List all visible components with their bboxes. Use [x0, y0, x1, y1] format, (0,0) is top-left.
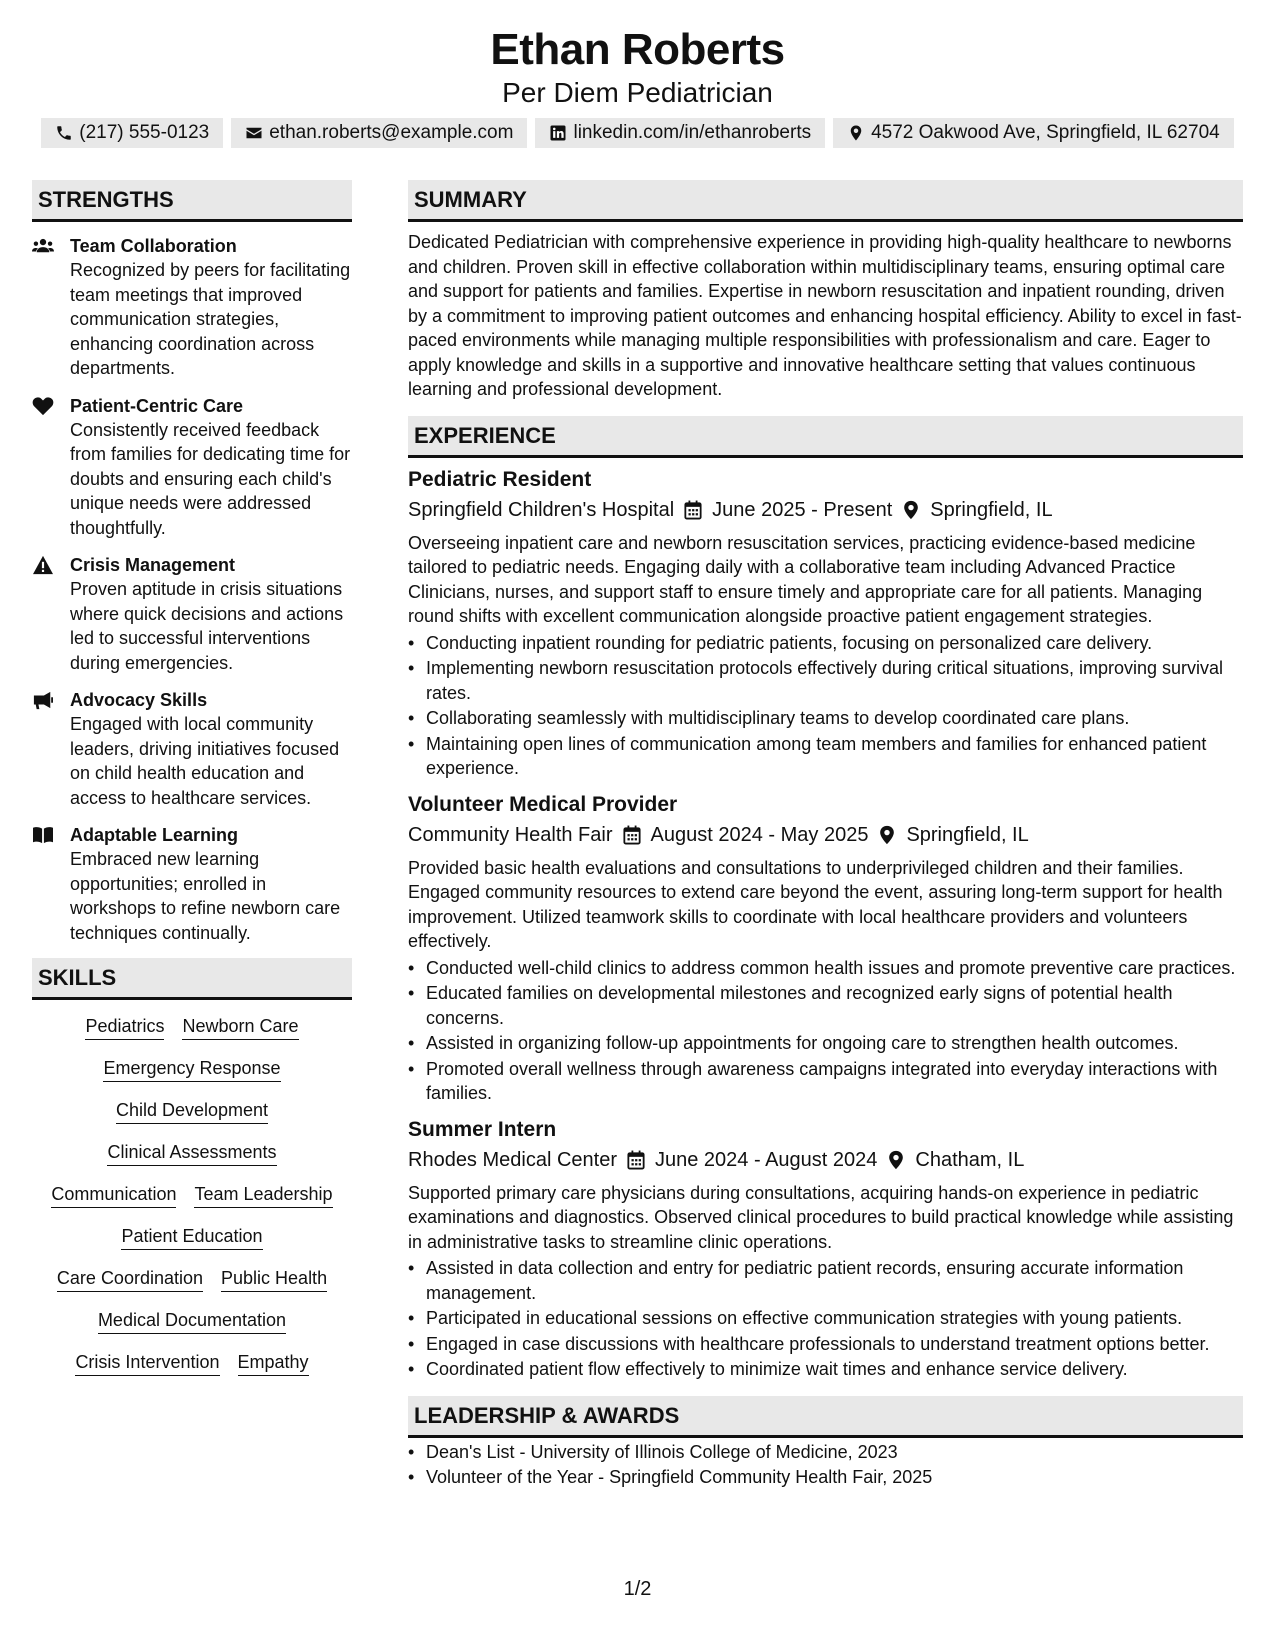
strength-item — [32, 688, 352, 810]
job-location: Springfield, IL — [906, 823, 1029, 846]
strengths-heading: STRENGTHS — [32, 180, 352, 222]
email-text: ethan.roberts@example.com — [269, 122, 514, 143]
skills-list — [32, 1014, 352, 1376]
job-bullet: • Implementing newborn resuscitation protocols effectively during critical situations, improving survival rates. — [408, 656, 1243, 705]
resume-header — [0, 0, 1275, 148]
skill-tag: Communication — [51, 1182, 176, 1208]
skill-tag: Crisis Intervention — [75, 1350, 219, 1376]
awards-list — [408, 1440, 1243, 1490]
job-bullet: • Assisted in organizing follow-up appointments for ongoing care to strengthen health outcomes. — [408, 1031, 1243, 1056]
heart-icon — [32, 394, 60, 541]
strength-title: Adaptable Learning — [70, 825, 239, 845]
page-number: 1/2 — [623, 1578, 652, 1600]
job-title: Volunteer Medical Provider — [408, 792, 678, 816]
job-bullet: • Conducted well-child clinics to address common health issues and promote preventive care practices. — [408, 956, 1243, 981]
skill-row — [36, 1266, 348, 1292]
job-bullets — [408, 956, 1243, 1106]
map-pin-icon — [887, 1150, 905, 1170]
experience-heading: EXPERIENCE — [408, 416, 1243, 458]
contact-linkedin[interactable] — [535, 118, 825, 148]
award-item: • Dean's List - University of Illinois College of Medicine, 2023 — [408, 1440, 1243, 1465]
job-meta — [408, 1145, 1243, 1175]
skill-tag: Public Health — [221, 1266, 327, 1292]
right-column — [408, 180, 1243, 1491]
skill-row — [36, 1224, 348, 1250]
job-bullet: • Engaged in case discussions with healthcare professionals to understand treatment options better. — [408, 1332, 1243, 1357]
book-icon — [32, 823, 60, 945]
map-pin-icon — [902, 500, 920, 520]
job-location: Springfield, IL — [930, 498, 1053, 521]
skill-tag: Patient Education — [121, 1224, 262, 1250]
candidate-title: Per Diem Pediatrician — [502, 77, 773, 108]
map-pin-icon — [878, 825, 896, 845]
job-bullet: • Maintaining open lines of communication among team members and families for enhanced patient experience. — [408, 732, 1243, 781]
skill-tag: Pediatrics — [85, 1014, 164, 1040]
skill-row — [36, 1140, 348, 1166]
strength-item — [32, 234, 352, 381]
job-entry — [408, 791, 1243, 1106]
strengths-list — [32, 234, 352, 945]
skill-row — [36, 1182, 348, 1208]
skill-row — [36, 1014, 348, 1040]
contact-bar — [0, 118, 1275, 148]
skill-tag: Newborn Care — [182, 1014, 298, 1040]
skill-row — [36, 1350, 348, 1376]
linkedin-text: linkedin.com/in/ethanroberts — [573, 122, 812, 143]
job-bullets — [408, 1256, 1243, 1382]
job-bullet: • Assisted in data collection and entry for pediatric patient records, ensuring accurate information management. — [408, 1256, 1243, 1305]
linkedin-icon — [549, 124, 567, 142]
strength-item — [32, 394, 352, 541]
job-bullet: • Collaborating seamlessly with multidisciplinary teams to develop coordinated care plans. — [408, 706, 1243, 731]
skill-tag: Emergency Response — [103, 1056, 280, 1082]
contact-address — [833, 118, 1234, 148]
job-title: Pediatric Resident — [408, 467, 592, 491]
skill-tag: Care Coordination — [57, 1266, 203, 1292]
resume-body — [32, 180, 1243, 1491]
skill-row — [36, 1308, 348, 1334]
job-title: Summer Intern — [408, 1117, 557, 1141]
job-entry — [408, 1116, 1243, 1382]
job-meta — [408, 820, 1243, 850]
job-entry — [408, 466, 1243, 781]
skills-heading: SKILLS — [32, 958, 352, 1000]
skill-row — [36, 1098, 348, 1124]
job-bullet: • Conducting inpatient rounding for pediatric patients, focusing on personalized care delivery. — [408, 631, 1243, 656]
job-bullets — [408, 631, 1243, 781]
job-description: Supported primary care physicians during consultations, acquiring hands-on experience in pediatric examinations and diagnostics. Observed clinical procedures to build practical knowledge while assisting in administrative tasks to streamline clinic operations. — [408, 1182, 1234, 1252]
job-bullet: • Coordinated patient flow effectively to minimize wait times and enhance service delivery. — [408, 1357, 1243, 1382]
job-location: Chatham, IL — [915, 1148, 1025, 1171]
megaphone-icon — [32, 688, 60, 810]
skill-tag: Child Development — [116, 1098, 268, 1124]
job-bullet: • Participated in educational sessions on effective communication strategies with young patients. — [408, 1306, 1243, 1331]
calendar-icon — [623, 825, 641, 845]
map-pin-icon — [847, 124, 865, 142]
summary-heading: SUMMARY — [408, 180, 1243, 222]
job-description: Overseeing inpatient care and newborn resuscitation services, practicing evidence-based medicine tailored to pediatric needs. Engaging daily with a collaborative team including Advanced Practice Clinicians, nurses, and support staff to ensure timely and appropriate care for all patients. Managing round shifts with excellent communication alongside proactive patient engagement strategies. — [408, 532, 1203, 626]
job-bullet: • Promoted overall wellness through awareness campaigns integrated into everyday interactions with families. — [408, 1057, 1243, 1106]
award-item: • Volunteer of the Year - Springfield Community Health Fair, 2025 — [408, 1465, 1243, 1490]
summary-text: Dedicated Pediatrician with comprehensive experience in providing high-quality healthcare to newborns and children. Proven skill in effective collaboration within multidisciplinary teams, ensuring optimal care and support for patients and families. Expertise in newborn resuscitation and inpatient rounding, driven by a commitment to improving patient outcomes and enhancing hospital efficiency. Ability to excel in fast-paced environments while managing multiple responsibilities with professionalism and care. Eager to apply knowledge and skills in a supportive and innovative healthcare setting that values continuous learning and professional development. — [408, 232, 1242, 399]
phone-icon — [55, 124, 73, 142]
strength-item — [32, 553, 352, 675]
strength-desc: Embraced new learning opportunities; enrolled in workshops to refine newborn care techniques continually. — [70, 849, 341, 943]
envelope-icon — [245, 124, 263, 142]
strength-title: Team Collaboration — [70, 236, 237, 256]
skill-tag: Empathy — [238, 1350, 309, 1376]
calendar-icon — [627, 1150, 645, 1170]
users-icon — [32, 234, 60, 381]
address-text: 4572 Oakwood Ave, Springfield, IL 62704 — [871, 122, 1220, 143]
strength-desc: Engaged with local community leaders, driving initiatives focused on child health education and access to healthcare services. — [70, 714, 340, 808]
job-org: Rhodes Medical Center — [408, 1148, 617, 1171]
job-dates: August 2024 - May 2025 — [650, 823, 869, 846]
strength-desc: Proven aptitude in crisis situations where quick decisions and actions led to successful interventions during emergencies. — [70, 579, 344, 673]
skill-tag: Medical Documentation — [98, 1308, 286, 1334]
job-org: Community Health Fair — [408, 823, 613, 846]
calendar-icon — [684, 500, 702, 520]
job-dates: June 2024 - August 2024 — [655, 1148, 878, 1171]
contact-phone[interactable] — [41, 118, 223, 148]
skill-tag: Team Leadership — [194, 1182, 332, 1208]
strength-desc: Recognized by peers for facilitating team meetings that improved communication strategies, enhancing coordination across departments. — [70, 260, 351, 378]
phone-text: (217) 555-0123 — [79, 122, 210, 143]
job-org: Springfield Children's Hospital — [408, 498, 675, 521]
candidate-name: Ethan Roberts — [490, 25, 785, 74]
skill-tag: Clinical Assessments — [107, 1140, 276, 1166]
skill-row — [36, 1056, 348, 1082]
strength-title: Crisis Management — [70, 555, 236, 575]
warning-icon — [32, 553, 60, 675]
strength-title: Patient-Centric Care — [70, 395, 244, 416]
contact-email[interactable] — [231, 118, 527, 148]
strength-item — [32, 823, 352, 945]
strength-title: Advocacy Skills — [70, 690, 208, 710]
strength-desc: Consistently received feedback from families for dedicating time for doubts and ensuring each child's unique needs were addressed thoughtfully. — [70, 419, 351, 538]
job-dates: June 2025 - Present — [712, 498, 893, 521]
job-bullet: • Educated families on developmental milestones and recognized early signs of potential health concerns. — [408, 981, 1243, 1030]
experience-list — [408, 466, 1243, 1382]
left-column — [32, 180, 352, 1491]
job-description: Provided basic health evaluations and consultations to underprivileged children and their families. Engaged community resources to extend care beyond the event, assuring long-term support for health improvement. Utilized teamwork skills to coordinate with local healthcare providers and volunteers effectively. — [408, 857, 1223, 951]
job-meta — [408, 495, 1243, 525]
awards-heading: LEADERSHIP & AWARDS — [408, 1396, 1243, 1438]
